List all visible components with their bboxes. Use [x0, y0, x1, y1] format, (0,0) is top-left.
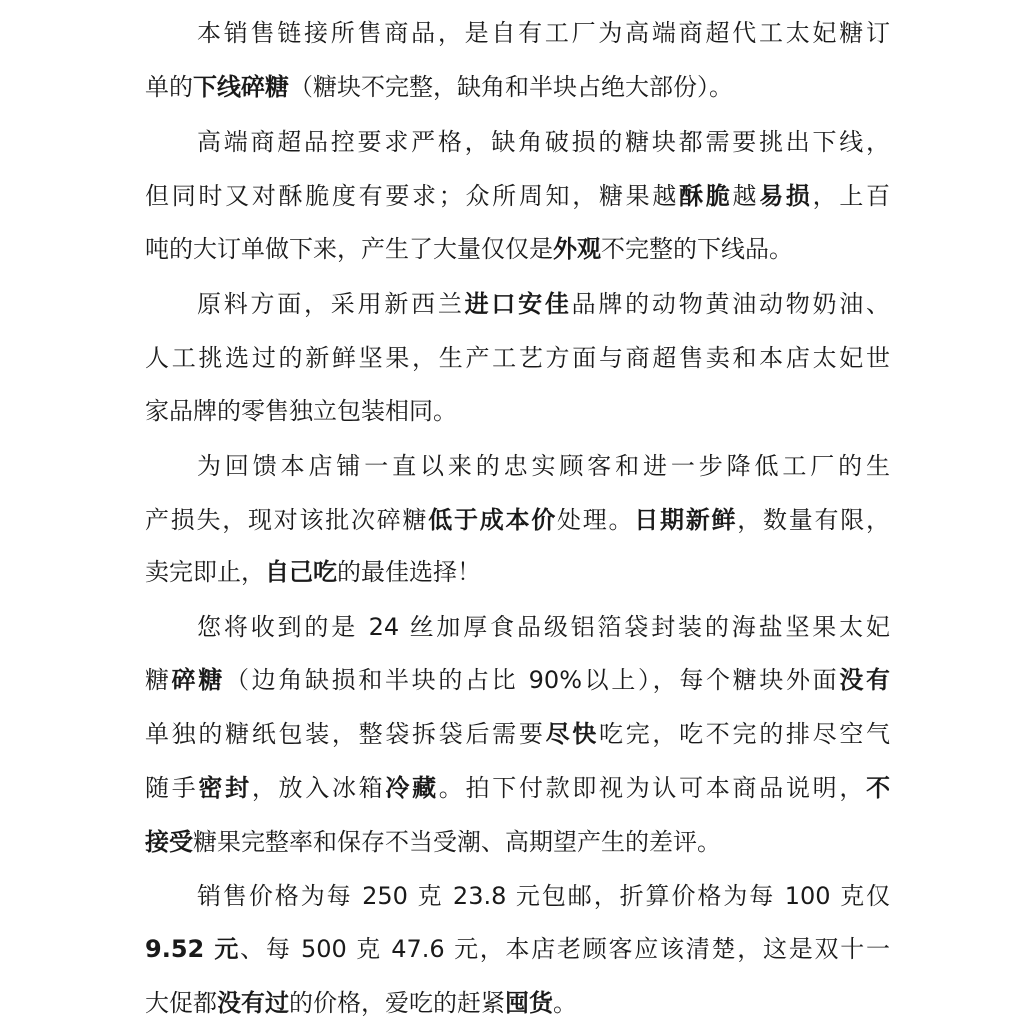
- text-run: （糖块不完整，缺角和半块占绝大部份）。: [289, 73, 733, 101]
- bold-text-run: 外观: [553, 235, 601, 263]
- paragraph-3-line-3: [145, 391, 890, 431]
- text-run: 产损失，现对该批次碎糖: [145, 506, 429, 534]
- paragraph-2-line-3: [145, 229, 890, 269]
- text-run: ，数量有限，: [737, 506, 890, 534]
- bold-text-run: 冷藏: [385, 774, 439, 802]
- text-run: 处理。: [557, 506, 635, 534]
- text-run: 家品牌的零售独立包装相同。: [145, 397, 457, 425]
- paragraph-4-line-2: [145, 500, 890, 540]
- text-run: 不完整的下线品。: [601, 235, 793, 263]
- text-run: ，上百: [812, 182, 890, 210]
- text-run: 。拍下付款即视为认可本商品说明，: [438, 774, 867, 802]
- paragraph-4-line-3: [145, 552, 890, 592]
- bold-text-run: 接受: [145, 828, 193, 856]
- text-run: 卖完即止，: [145, 558, 265, 586]
- bold-text-run: 日期新鲜: [634, 506, 738, 534]
- bold-text-run: 酥脆: [679, 182, 733, 210]
- paragraph-5-line-2: [145, 660, 890, 700]
- text-run: 。: [553, 989, 577, 1017]
- text-run: 高端商超品控要求严格，缺角破损的糖块都需要挑出下线，: [197, 128, 890, 156]
- paragraph-5-line-3: [145, 714, 890, 754]
- text-run: 但同时又对酥脆度有要求；众所周知，糖果越: [145, 182, 680, 210]
- text-run: 越: [732, 182, 760, 210]
- text-run: 品牌的动物黄油动物奶油、: [571, 290, 890, 318]
- text-run: 吨的大订单做下来，产生了大量仅仅是: [145, 235, 553, 263]
- paragraph-1-line-1: [197, 13, 890, 53]
- paragraph-2-line-2: [145, 176, 890, 216]
- paragraph-3-line-2: [145, 338, 890, 378]
- text-run: 糖果完整率和保存不当受潮、高期望产生的差评。: [193, 828, 721, 856]
- text-run: 的最佳选择！: [337, 558, 481, 586]
- bold-text-run: 下线碎糖: [193, 73, 289, 101]
- text-run: （边角缺损和半块的占比 90%以上），每个糖块外面: [225, 666, 840, 694]
- text-run: 糖: [145, 666, 172, 694]
- bold-text-run: 碎糖: [171, 666, 226, 694]
- bold-text-run: 易损: [759, 182, 813, 210]
- bold-text-run: 密封: [198, 774, 252, 802]
- text-run: 为回馈本店铺一直以来的忠实顾客和进一步降低工厂的生: [197, 452, 890, 480]
- bold-text-run: 9.52 元: [145, 935, 241, 963]
- paragraph-5-line-5: [145, 822, 890, 862]
- paragraph-2-line-1: [197, 122, 890, 162]
- text-run: 本销售链接所售商品，是自有工厂为高端商超代工太妃糖订: [197, 19, 890, 47]
- text-run: 人工挑选过的新鲜坚果，生产工艺方面与商超售卖和本店太妃世: [145, 344, 890, 372]
- text-run: 、每 500 克 47.6 元，本店老顾客应该清楚，这是双十一: [240, 935, 890, 963]
- bold-text-run: 自己吃: [265, 558, 337, 586]
- text-run: 吃完，吃不完的排尽空气: [598, 720, 890, 748]
- text-run: 原料方面，采用新西兰: [197, 290, 465, 318]
- bold-text-run: 没有过: [217, 989, 289, 1017]
- text-run: 随手: [145, 774, 199, 802]
- bold-text-run: 进口安佳: [464, 290, 572, 318]
- paragraph-5-line-4: [145, 768, 890, 808]
- paragraph-1-line-2: [145, 67, 890, 107]
- bold-text-run: 低于成本价: [428, 506, 557, 534]
- paragraph-6-line-1: [197, 876, 890, 916]
- text-run: 您将收到的是 24 丝加厚食品级铝箔袋封装的海盐坚果太妃: [197, 613, 890, 641]
- text-run: 大促都: [145, 989, 217, 1017]
- paragraph-6-line-2: [145, 929, 890, 969]
- bold-text-run: 没有: [839, 666, 890, 694]
- paragraph-6-line-3: [145, 983, 890, 1023]
- text-run: ，放入冰箱: [251, 774, 386, 802]
- paragraph-3-line-1: [197, 284, 890, 324]
- paragraph-4-line-1: [197, 446, 890, 486]
- text-run: 的价格，爱吃的赶紧: [289, 989, 505, 1017]
- text-run: 单独的糖纸包装，整袋拆袋后需要: [145, 720, 546, 748]
- paragraph-5-line-1: [197, 607, 890, 647]
- bold-text-run: 不: [866, 774, 890, 802]
- text-run: 单的: [145, 73, 193, 101]
- text-run: 销售价格为每 250 克 23.8 元包邮，折算价格为每 100 克仅: [197, 882, 890, 910]
- bold-text-run: 尽快: [545, 720, 599, 748]
- bold-text-run: 囤货: [505, 989, 553, 1017]
